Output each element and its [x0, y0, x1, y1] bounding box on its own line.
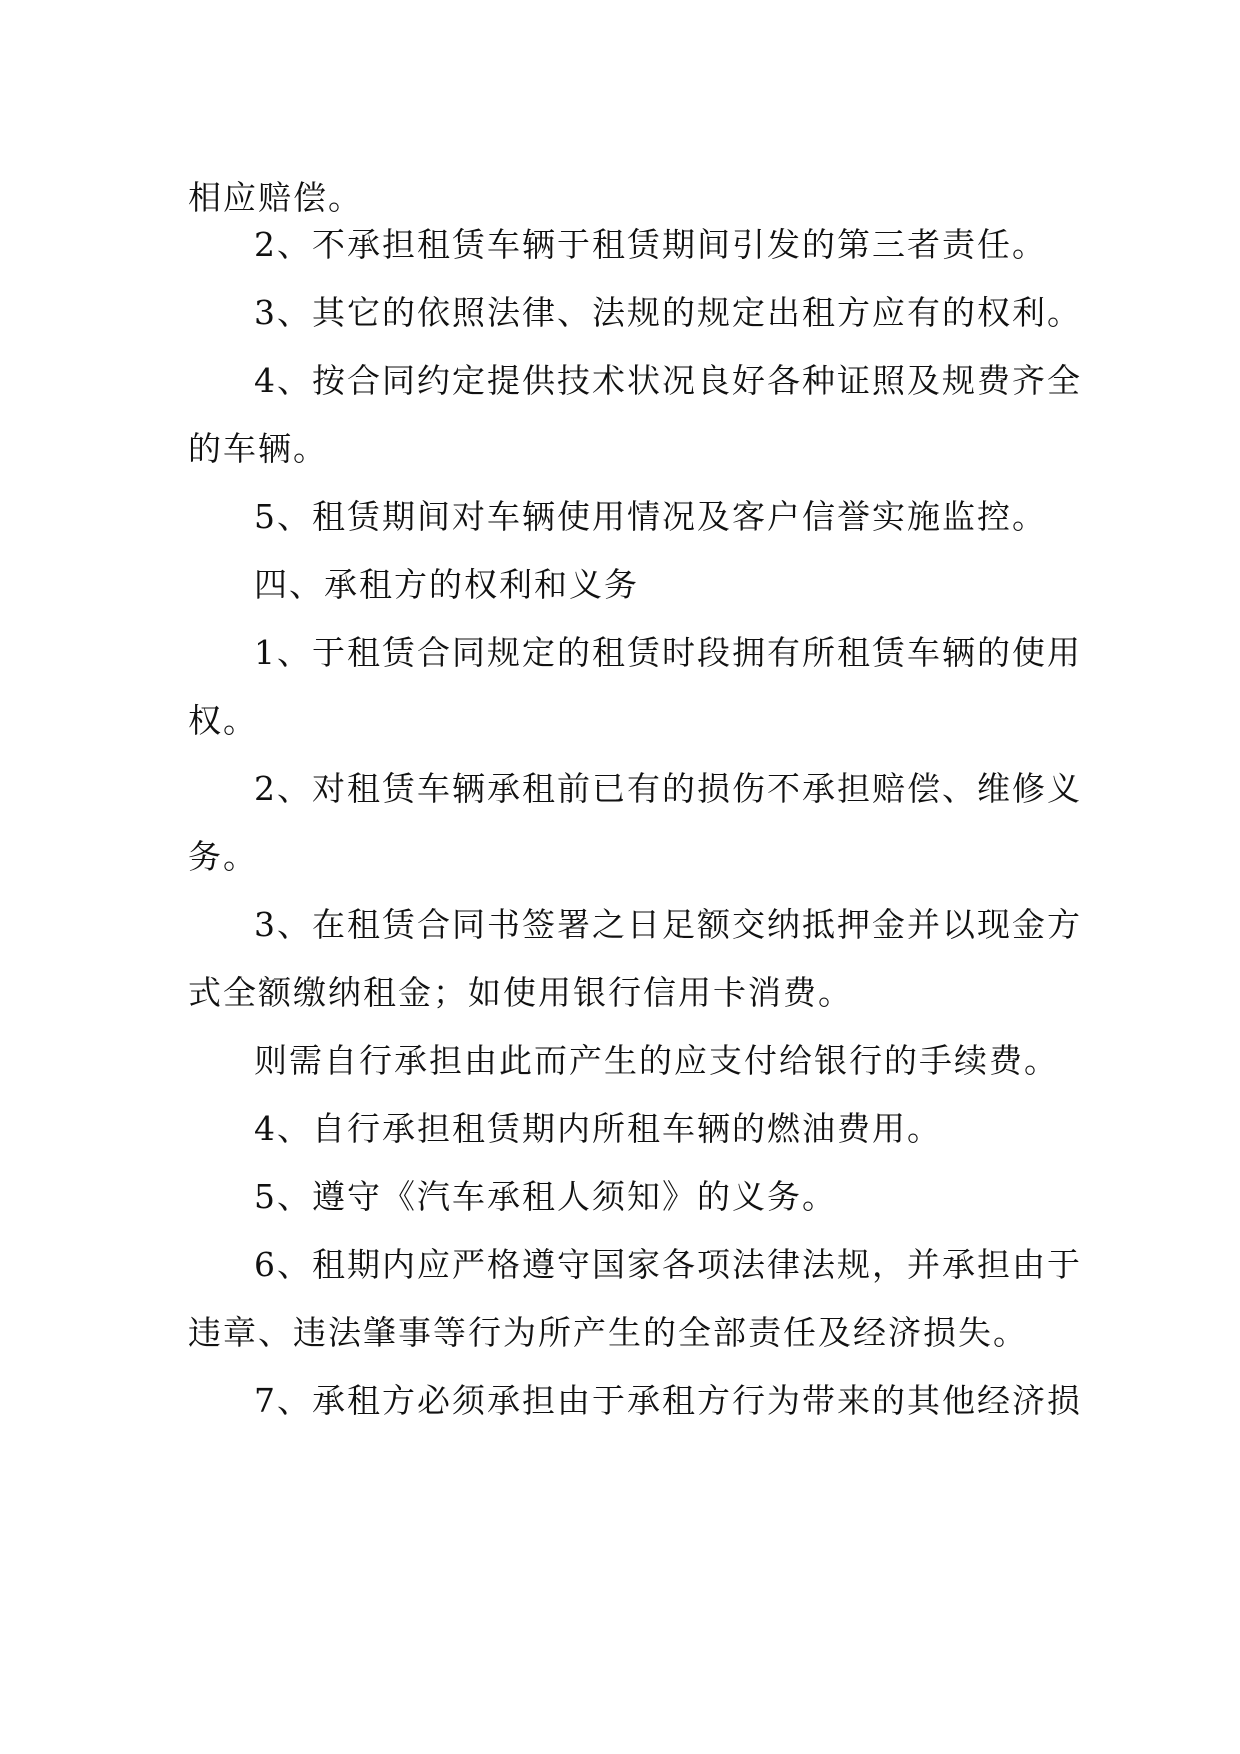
text-line: 7、承租方必须承担由于承租方行为带来的其他经济损: [254, 1381, 1082, 1420]
text-line: 式全额缴纳租金；如使用银行信用卡消费。: [188, 973, 853, 1012]
text-line: 2、不承担租赁车辆于租赁期间引发的第三者责任。: [254, 225, 1047, 264]
text-line: 6、租期内应严格遵守国家各项法律法规，并承担由于: [254, 1245, 1082, 1284]
text-line: 的车辆。: [188, 429, 328, 468]
text-line: 5、租赁期间对车辆使用情况及客户信誉实施监控。: [254, 497, 1047, 536]
text-line: 则需自行承担由此而产生的应支付给银行的手续费。: [254, 1041, 1059, 1080]
text-line: 2、对租赁车辆承租前已有的损伤不承担赔偿、维修义: [254, 769, 1082, 808]
text-line: 1、于租赁合同规定的租赁时段拥有所租赁车辆的使用: [254, 633, 1082, 672]
text-line: 3、在租赁合同书签署之日足额交纳抵押金并以现金方: [254, 905, 1082, 944]
section-heading: 四、承租方的权利和义务: [254, 565, 639, 604]
text-line: 权。: [188, 701, 258, 740]
text-line: 务。: [188, 837, 258, 876]
text-line: 4、自行承担租赁期内所租车辆的燃油费用。: [254, 1109, 942, 1148]
text-line: 3、其它的依照法律、法规的规定出租方应有的权利。: [254, 293, 1082, 332]
text-line: 相应赔偿。: [188, 178, 363, 217]
text-line: 4、按合同约定提供技术状况良好各种证照及规费齐全: [254, 361, 1082, 400]
text-line: 违章、违法肇事等行为所产生的全部责任及经济损失。: [188, 1313, 1028, 1352]
text-line: 5、遵守《汽车承租人须知》的义务。: [254, 1177, 837, 1216]
